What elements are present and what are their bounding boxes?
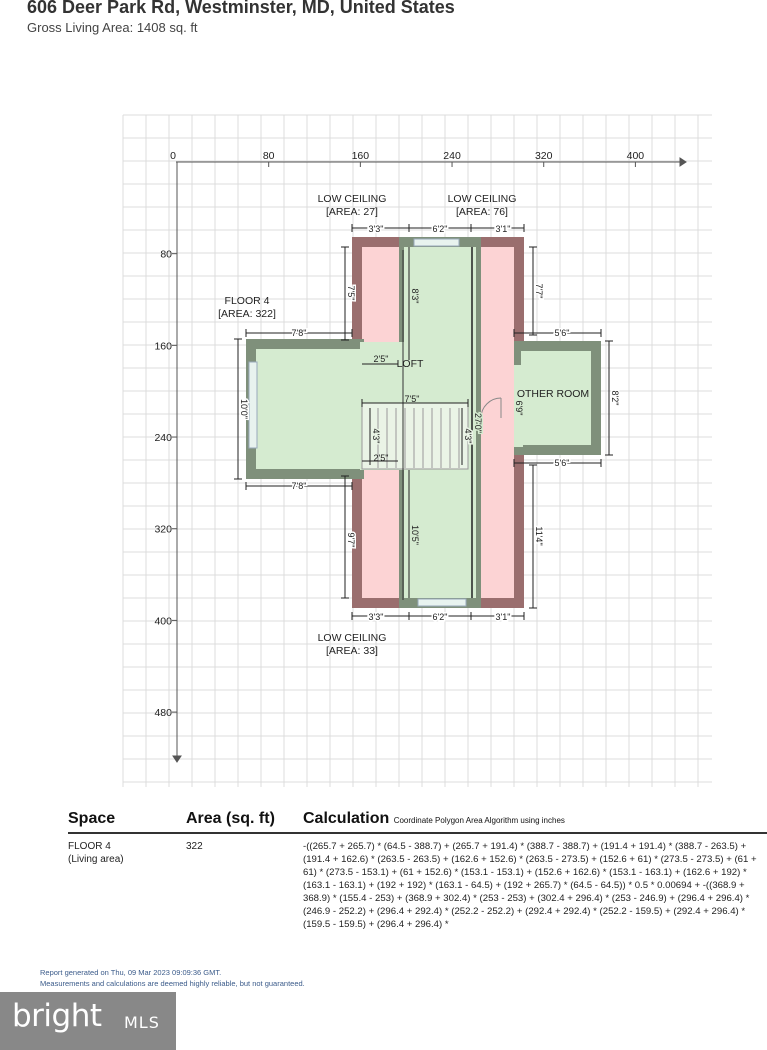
window-top [414, 239, 459, 246]
dim-loft-small-bottom: 2'5" [373, 453, 389, 463]
table-row-calculation: -((265.7 + 265.7) * (64.5 - 388.7) + (265.7 + 191.4) * (388.7 - 388.7) + (191.4 + 191.4) * (388.7 - 263.5) + (191.4 + 162.6) * (263.5 - 263.5) + (162.6 + 152.6) * (263.5 - 273.5) + (152.6 + 61) * (273.5 - 273.5) + (61 + 61) * (273.5 - 153.1) + (61 + 152.6) * (153.1 - 153.1) + (152.6 + 162.6) * (153.1 - 163.1) + (162.6 + 192) * (163.1 - 163.1) + (192 + 192) * (163.1 - 64.5) + (192 + 265.7) * (64.5 - 64.5)) * 0.5 * 0.00694 + -((368.9 + 368.9) * (155.4 - 253) + (368.9 + 302.4) * (253 - 253) + (302.4 + 296.4) * (253 - 246.9) + (296.4 + 296.4) * (246.9 - 252.2) + (296.4 + 292.4) * (252.2 - 252.2) + (292.4 + 292.4) * (252.2 - 159.5) + (292.4 + 296.4) * (159.5 - 159.5) + (296.4 + 296.4) * [303, 841, 757, 930]
low-ceiling-top-left-label: LOW CEILING [317, 193, 387, 205]
floor4-label: FLOOR 4 [224, 295, 270, 307]
dim-stair-width: 7'5" [404, 394, 420, 404]
dim-other-height: 8'2" [610, 390, 620, 406]
y-tick-label: 160 [154, 340, 172, 353]
y-tick-label: 480 [154, 707, 172, 720]
dim-left-lower-vert: 9'7" [346, 532, 356, 548]
dim-floor-bottom: 7'8" [291, 481, 307, 491]
dim-floor-height: 10'0" [239, 399, 249, 419]
logo-brand: bright [12, 998, 102, 1034]
x-tick-label: 160 [351, 150, 370, 162]
low-ceiling-bottom-area: [AREA: 33] [326, 645, 378, 657]
disclaimer: Measurements and calculations are deemed highly reliable, but not guaranteed. [40, 979, 305, 988]
table-rule [68, 832, 767, 834]
dim-door-gap: 6'9" [514, 400, 524, 416]
low-ceiling-top-left-area: [AREA: 27] [326, 206, 378, 218]
property-address: 606 Deer Park Rd, Westminster, MD, United States [27, 0, 455, 17]
floor4-area: [AREA: 322] [218, 308, 276, 320]
col-calculation: Calculation Coordinate Polygon Area Algorithm using inches [303, 810, 565, 827]
x-tick-label: 320 [534, 150, 553, 162]
y-tick-label: 240 [154, 432, 172, 445]
low-ceiling-top-right-area: [AREA: 76] [456, 206, 508, 218]
low-ceiling-top-right-label: LOW CEILING [447, 193, 517, 205]
dim-center-long: 27'0" [473, 413, 483, 433]
report-generated: Report generated on Thu, 09 Mar 2023 09:09:36 GMT. [40, 968, 222, 977]
dim-bottom-right: 3'1" [495, 612, 511, 622]
dim-other-top: 5'6" [554, 328, 570, 338]
dim-loft-lower-vert: 10'5" [410, 525, 420, 545]
y-tick-label: 400 [154, 615, 172, 628]
col-space: Space [68, 810, 116, 827]
dim-left-upper-vert: 7'5" [346, 285, 356, 301]
window-left [249, 362, 257, 448]
window-bottom [418, 599, 466, 606]
dim-right-upper-vert: 7'7" [534, 283, 544, 299]
low-ceiling-bottom-label: LOW CEILING [317, 632, 387, 644]
dim-bottom-left: 3'3" [368, 612, 384, 622]
gross-living-area: Gross Living Area: 1408 sq. ft [27, 20, 198, 35]
dim-bottom-mid: 6'2" [432, 612, 448, 622]
x-tick-label: 400 [626, 150, 645, 162]
dim-loft-upper-vert: 8'3" [410, 288, 420, 304]
x-tick-label: 80 [262, 150, 275, 162]
dim-top-mid: 6'2" [432, 224, 448, 234]
x-tick-label: 240 [443, 150, 461, 162]
table-row-area: 322 [186, 841, 203, 852]
bright-mls-logo [0, 992, 176, 1050]
dim-stair-left: 4'3" [371, 428, 381, 444]
dim-floor-top: 7'8" [291, 328, 307, 338]
logo-suffix: MLS [124, 1013, 160, 1032]
space-type: (Living area) [68, 854, 124, 865]
dim-stair-right: 4'3" [463, 428, 473, 444]
y-tick-label: 80 [160, 248, 172, 261]
dim-top-right: 3'1" [495, 224, 511, 234]
other-room-label: OTHER ROOM [516, 388, 590, 400]
table-row-space [68, 840, 124, 866]
x-tick-label: 0 [170, 150, 176, 162]
dim-right-lower-vert: 11'4" [534, 526, 544, 546]
dim-other-bottom: 5'6" [554, 458, 570, 468]
dim-loft-small-top: 2'5" [373, 354, 389, 364]
loft-label: LOFT [396, 358, 424, 370]
y-tick-label: 320 [154, 523, 172, 536]
calc-note: Coordinate Polygon Area Algorithm using inches [393, 816, 565, 825]
dim-top-left: 3'3" [368, 224, 384, 234]
space-name: FLOOR 4 [68, 841, 111, 852]
col-area: Area (sq. ft) [186, 810, 275, 827]
